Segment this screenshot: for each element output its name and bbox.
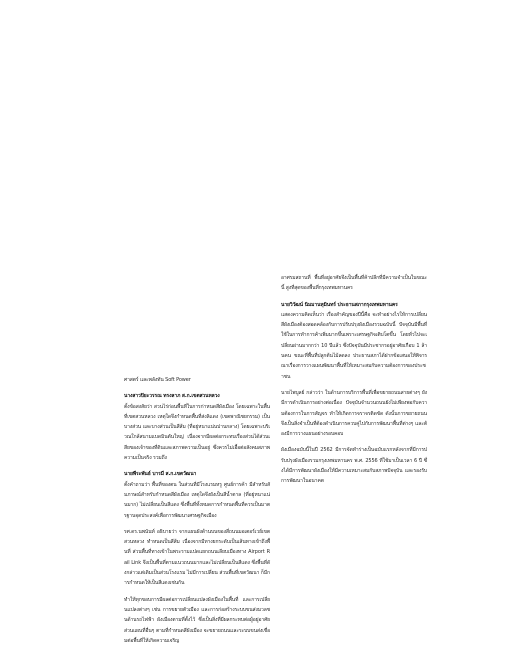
right-paragraph-4: ผังเมืองฉบับนี้ในปี 2562 มีการจัดทำร่างเป็นฉบับแรกหลังจากที่มีการปรับปรุงผังเมืองรวมกรุงเทพมหานคร พ.ศ. 2556 ที่ใช้มาเป็นเวลา 6 ปี ซึ่งได้มีการพัฒนาผังเมืองให้มีความเหมาะสมกับสภาพปัจจุบัน และรองรับการพัฒนาในอนาคต: [281, 447, 427, 485]
left-column: [124, 375, 270, 644]
left-paragraph-1: นางสาวปิยะวรรณ ทรงลาภ ส.ก.เขตสวนหลวง: [124, 393, 220, 400]
right-paragraph-3: นายไพบูลย์ กล่าวว่า ในด้านการบริการพื้นที่เพื่อขยายถนนสายต่างๆ ยังมีการดำเนินการอย่างต่อเนื่อง ปัจจุบันจำนวนถนนยังไม่เพียงพอกับความต้องการในการสัญจร ทำให้เกิดการจราจรติดขัด ดังนั้นการขยายถนนจึงเป็นสิ่งจำเป็นที่ต้องดำเนินการควบคู่ไปกับการพัฒนาพื้นที่ต่างๆ และต้องมีการวางแผนอย่างรอบคอบ: [281, 389, 427, 438]
right-paragraph-0: อาศรมสถานที่ พื้นที่อยู่อาศัยจึงเป็นพื้นที่ค้าปลีกที่มีความจำเป็นในขณะนี้ สูงที่สุดของพื้นที่กรุงเทพมหานคร: [281, 275, 427, 292]
left-paragraph-0: ศาสตร์ และพลังทัน Soft Power: [124, 377, 191, 383]
left-paragraph-6: ทำให้ทุกขอบการมีผลต่อการเปลี่ยนแปลงผังเมืองในพื้นที่ และการเปลี่ยนแปลงต่างๆ เช่น การขยายตัวเมือง และการก่อสร้างระบบขนส่งมวลชนด้านรถไฟฟ้า ผังเมืองตามที่ตั้งไว้ ซึ่งเป็นสิ่งที่มีผลกระทบต่อผู้อยู่อาศัย ส่วนแผนที่อื่นๆ ตามที่กำหนดสีผังเมือง จะขยายถนนและระบบขนส่งเชื่อมต่อพื้นที่ให้เกิดความเจริญ: [124, 596, 270, 644]
left-paragraph-2: ตั้งข้อสงสัยว่า สวนไร่ก่อนพื้นที่ในการก่าหนดสีผังเมือง โดยเฉพาะในพื้นที่เขตสวนหลวง เหตุใดจึงกำหนดพื้นที่ส่งลิแดง (เขตพาณิชยกรรม) เป็นบางส่วน และบางส่วนเป็นสีส้ม (ที่อยู่หนาแน่นปานกลาง) โดยเฉพาะบริเวณใกล้สนามแบดมินตันใหญ่ เนื่องจากมีผลต่อกระทบเรื่องส่วนได้ส่วนเสียของเจ้าของที่ดินและสภาพความเป็นอยู่ ซึ่งควรไม่เอื้อต่อสังคมสภาพความเป็นจริง รวมถึง: [124, 403, 270, 462]
right-paragraph-1: นายวิวัฒน์ นิมมานหุมินทร์ ประธานสภากรุงเทพมหานคร: [281, 301, 398, 308]
right-column: [281, 273, 427, 487]
left-paragraph-3: นายพีระพันธ์ บารมี ส.ก.เขตวัฒนา: [124, 471, 197, 478]
left-paragraph-4: ตั้งคำถามว่า พื้นที่ของตน ในส่วนที่มีโรงแรมหรู ศูนย์การค้า มีสำหรับสัมภาษณ์สำหรับกำหนดสีผังเมือง เหตุใดจึงยังเป็นสีน้ำตาล (ที่อยู่หนาแน่นมาก) ไม่เปลี่ยนเป็นสีแดง ซึ่งพื้นที่ทั้งหมดการกำหนดพื้นที่ควรเป็นมาตรฐานจุดประสงค์เพื่อการพัฒนาเศรษฐกิจเมือง: [124, 481, 270, 519]
right-paragraph-2: แสดงความคิดเห็นว่า เรื่องสำคัญของปีนี้คือ จะทำอย่างไรให้การเปลี่ยนสีผังเมืองต้องสอดคล้องกับการปรับปรุงผังเมืองรวมฉบับนี้ ปัจจุบันมีพื้นที่ใช้ในการทำการค้าเพิ่มมากขึ้นเพราะเศรษฐกิจเติบโตขึ้น โดยทั่วไปจะเปลี่ยนผ่านมากกว่า 10 ปีแล้ว ซึ่งปัจจุบันมีประชากรอยู่อาศัยเกือบ 1 ล้านคน ขณะที่พื้นที่ปลูกต้นไม้ลดลง ประธานสภาได้ฝากข้อเสนอให้พิจารณาเรื่องการวางแผนพัฒนาพื้นที่ให้เหมาะสมกับความต้องการของประชาชน: [281, 311, 427, 380]
left-paragraph-5: รศ.ดร.นพนันท์ อธิบายว่า จากแผนผังด้านบนของสี่ถนนมอเตอร์เวย์เขตสวนหลวง ทำหนดเป็นสีส้ม เนื่องจากมีทางยกระดับเป็นเส้นทางเข้าถึงพื้นที่ ส่วนพื้นที่ทางเข้าในพระรามแปดแยกถนนเลียบเมืองทาง Airport Rail Link จึงเป็นพื้นที่ตามแนวถนนมากและไม่เปลี่ยนเป็นสีแดง ซึ่งพื้นที่ดังกล่าวแต่เดิมเป็นส่วนโรงแรม ไม่มีการเปลี่ยน ส่วนพื้นที่เขตวัฒนา ก็มีการกำหนดให้เป็นสีแดงเช่นกัน: [124, 528, 270, 587]
